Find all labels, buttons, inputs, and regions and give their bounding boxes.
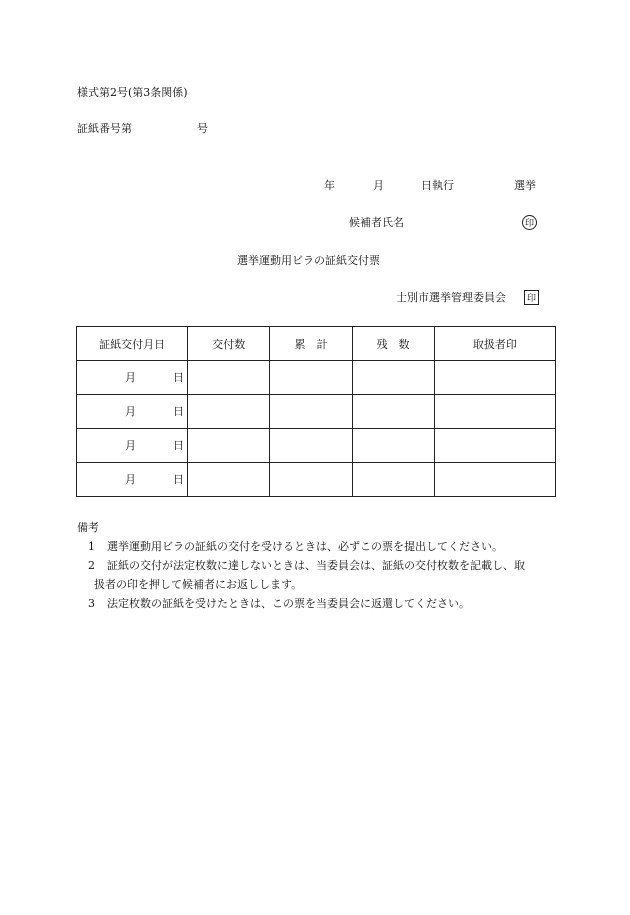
- issued-count-cell[interactable]: [188, 429, 270, 463]
- month-label: 月: [125, 439, 136, 452]
- table-header-row: [77, 327, 556, 361]
- header-cumulative: 累 計: [270, 327, 352, 361]
- cumulative-cell[interactable]: [270, 395, 352, 429]
- table-row: [77, 463, 556, 497]
- cumulative-cell[interactable]: [270, 429, 352, 463]
- remaining-cell[interactable]: [352, 429, 434, 463]
- issue-date-cell[interactable]: [77, 361, 188, 395]
- month-label: 月: [125, 371, 136, 384]
- document-title: 選挙運動用ビラの証紙交付票: [237, 254, 380, 267]
- cumulative-cell[interactable]: [270, 463, 352, 497]
- header-handler-seal: 取扱者印: [434, 327, 555, 361]
- remaining-cell[interactable]: [352, 463, 434, 497]
- handler-seal-cell[interactable]: [434, 463, 555, 497]
- committee-seal-icon: [524, 290, 539, 305]
- handler-seal-cell[interactable]: [434, 429, 555, 463]
- issuance-ledger-table: [76, 326, 556, 497]
- note-text: 選挙運動用ビラの証紙の交付を受けるときは、必ずこの票を提出してください。: [107, 540, 503, 553]
- cumulative-cell[interactable]: [270, 361, 352, 395]
- note-text-continuation: 扱者の印を押して候補者にお返しします。: [94, 578, 303, 591]
- header-issued-count: 交付数: [188, 327, 270, 361]
- election-label: 選挙: [514, 179, 536, 192]
- header-remaining: 残 数: [352, 327, 434, 361]
- candidate-seal-icon: [522, 215, 537, 230]
- issue-date-cell[interactable]: [77, 463, 188, 497]
- form-number: 様式第2号(第3条関係): [77, 86, 188, 99]
- month-label: 月: [125, 473, 136, 486]
- table-row: [77, 429, 556, 463]
- issue-date-cell[interactable]: [77, 429, 188, 463]
- committee-seal-char: 印: [526, 294, 536, 304]
- certificate-number-suffix: 号: [197, 122, 208, 135]
- day-label: 日: [173, 473, 184, 486]
- note-number: 3: [88, 597, 95, 610]
- candidate-seal-char: 印: [524, 219, 534, 229]
- note-text: 法定枚数の証紙を受けたときは、この票を当委員会に返還してください。: [107, 597, 470, 610]
- note-number: 2: [88, 559, 95, 572]
- table-row: [77, 395, 556, 429]
- day-label: 日: [173, 405, 184, 418]
- date-year-label: 年: [324, 179, 335, 192]
- table-row: [77, 361, 556, 395]
- notes-heading: 備考: [77, 521, 99, 534]
- date-day-executed-label: 日執行: [421, 179, 454, 192]
- date-month-label: 月: [373, 179, 384, 192]
- handler-seal-cell[interactable]: [434, 361, 555, 395]
- issued-count-cell[interactable]: [188, 361, 270, 395]
- day-label: 日: [173, 371, 184, 384]
- candidate-name-label: 候補者氏名: [349, 216, 404, 229]
- issue-date-cell[interactable]: [77, 395, 188, 429]
- header-issue-date: 証紙交付月日: [77, 327, 188, 361]
- handler-seal-cell[interactable]: [434, 395, 555, 429]
- remaining-cell[interactable]: [352, 361, 434, 395]
- remaining-cell[interactable]: [352, 395, 434, 429]
- committee-name: 士別市選挙管理委員会: [396, 291, 506, 304]
- issued-count-cell[interactable]: [188, 395, 270, 429]
- certificate-number-prefix: 証紙番号第: [77, 122, 132, 135]
- month-label: 月: [125, 405, 136, 418]
- note-number: 1: [88, 540, 95, 553]
- issued-count-cell[interactable]: [188, 463, 270, 497]
- day-label: 日: [173, 439, 184, 452]
- note-text: 証紙の交付が法定枚数に達しないときは、当委員会は、証紙の交付枚数を記載し、取: [107, 559, 525, 572]
